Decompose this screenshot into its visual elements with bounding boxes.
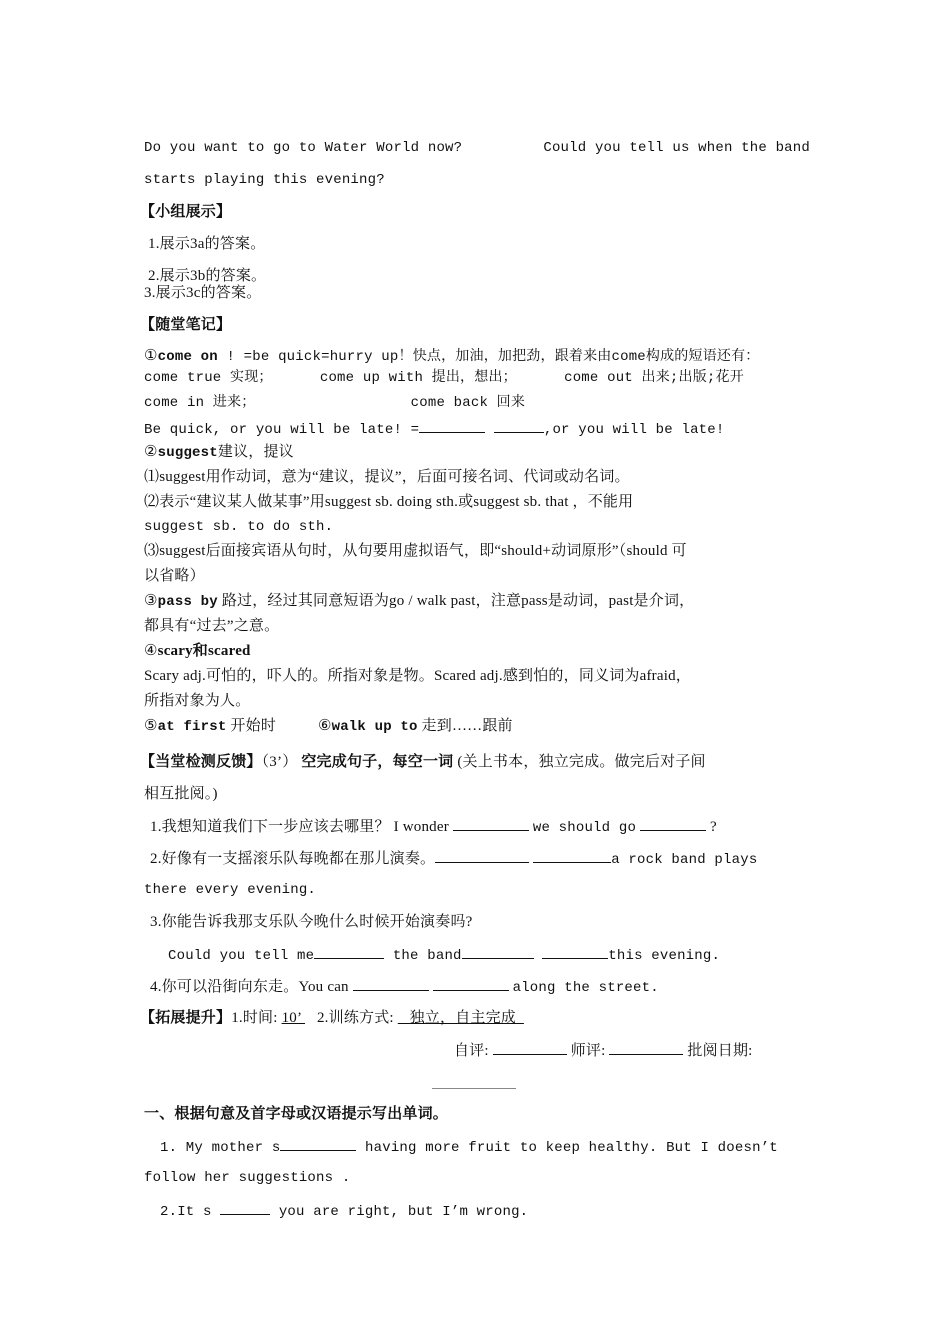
intro-question-2: Could you tell us when the band — [543, 140, 810, 156]
check-q3-cn: 3.你能告诉我那支乐队今晚什么时候开始演奏吗? — [150, 914, 473, 930]
self-eval-label: 自评: — [454, 1043, 489, 1059]
extend-method-label: 2.训练方式: — [316, 1010, 394, 1026]
check-q1-end: ? — [709, 819, 717, 835]
come-true: come true 实现； — [144, 370, 273, 386]
note-2-text: 建议，提议 — [217, 444, 294, 460]
check-q3-text: Could you tell me — [168, 948, 315, 964]
intro-question-2-cont: starts playing this evening? — [144, 172, 385, 188]
note-2-term: suggest — [157, 445, 218, 461]
exercise-1-text: 1. My mother s — [160, 1140, 281, 1156]
check-time: （3’） — [261, 754, 298, 770]
suggest-rule-3a: ⑶suggest后面接宾语从句时，从句要用虚拟语气，即“should+动词原形”（should 可 — [144, 543, 687, 559]
note-3-marker: ③ — [144, 593, 158, 609]
note-2-marker: ② — [144, 444, 158, 460]
blank[interactable] — [494, 418, 544, 433]
check-q3-en — [168, 944, 834, 966]
notes-heading: 【随堂笔记】 — [140, 317, 232, 333]
come-up-with: come up with 提出，想出； — [319, 370, 517, 386]
evaluation-line — [454, 1040, 804, 1061]
exercise-1-text-2: having more fruit to keep healthy. But I doesn’t — [365, 1140, 778, 1156]
blank[interactable] — [220, 1200, 270, 1215]
note-3 — [144, 591, 810, 612]
check-q4 — [150, 976, 816, 998]
note-6-marker: ⑥ — [317, 718, 332, 734]
be-quick-text: Be quick, or you will be late! = — [144, 422, 420, 438]
note-5-6 — [144, 716, 810, 737]
section-divider — [432, 1088, 516, 1089]
note-3-text-2: 都具有“过去”之意。 — [144, 618, 280, 634]
check-q1-text-2: we should go — [532, 820, 637, 836]
note-4-term: scary和scared — [157, 643, 251, 659]
note-5-term: at first — [157, 719, 227, 735]
extend-time-label: 1.时间: — [231, 1010, 278, 1026]
blank[interactable] — [280, 1136, 356, 1151]
check-q1-text: 1.我想知道我们下一步应该去哪里？ I wonder — [150, 819, 449, 835]
extend-method-value: 独立，自主完成 — [397, 1010, 524, 1026]
extend-heading: 【拓展提升】 — [140, 1010, 232, 1026]
blank[interactable] — [419, 418, 485, 433]
blank[interactable] — [314, 944, 384, 959]
come-out: come out 出来;出版;花开 — [564, 370, 744, 386]
check-q2 — [150, 848, 816, 870]
group-show-item-2: 2.展示3b的答案。 — [148, 268, 267, 284]
blank[interactable] — [433, 976, 509, 991]
note-1-text: ! =be quick=hurry up！快点，加油，加把劲，跟着来由come构成的短语还有： — [217, 349, 760, 365]
note-1 — [144, 346, 810, 367]
note-4-marker: ④ — [144, 643, 158, 659]
check-note-2: 相互批阅。) — [144, 786, 218, 802]
exercise-2-text-2: you are right, but I’m wrong. — [278, 1204, 529, 1220]
extend-time-value: 10’ — [281, 1010, 306, 1026]
note-6-term: walk up to — [331, 719, 418, 735]
teacher-eval-blank[interactable] — [609, 1040, 683, 1055]
check-q3-text-3: this evening. — [608, 948, 721, 964]
note-5-text: 开始时 — [226, 718, 277, 734]
note-5-marker: ⑤ — [144, 718, 158, 734]
blank[interactable] — [542, 944, 608, 959]
suggest-rule-1: ⑴suggest用作动词，意为“建议，提议”，后面可接名词、代词或动名词。 — [144, 469, 630, 485]
group-show-heading: 【小组展示】 — [140, 204, 232, 220]
check-q2-cont: there every evening. — [144, 882, 317, 898]
check-q1 — [150, 816, 816, 838]
check-q2-text-2: a rock band plays — [611, 852, 758, 868]
exercise-2-text: 2.It s — [160, 1204, 212, 1220]
note-3-term: pass by — [157, 594, 218, 610]
check-q4-text: 4.你可以沿街向东走。You can — [150, 979, 349, 995]
exercise-1 — [160, 1136, 826, 1158]
check-q2-text: 2.好像有一支摇滚乐队每晚都在那儿演奏。 — [150, 851, 436, 867]
come-back: come back 回来 — [410, 395, 526, 411]
teacher-eval-label: 师评: — [570, 1043, 606, 1059]
check-heading-line — [140, 752, 806, 772]
intro-line — [144, 138, 810, 158]
group-show-item-3: 3.展示3c的答案。 — [144, 285, 262, 301]
blank[interactable] — [640, 816, 706, 831]
exercise-1-cont: follow her suggestions . — [144, 1170, 351, 1186]
blank[interactable] — [462, 944, 534, 959]
review-date-label: 批阅日期: — [687, 1043, 753, 1059]
group-show-item-1: 1.展示3a的答案。 — [148, 236, 266, 252]
exercise-heading: 一、根据句意及首字母或汉语提示写出单词。 — [144, 1106, 449, 1122]
note-1-term: come on — [157, 349, 218, 365]
check-note: (关上书本，独立完成。做完后对子间 — [457, 754, 706, 770]
blank[interactable] — [533, 848, 611, 863]
self-eval-blank[interactable] — [493, 1040, 567, 1055]
note-2 — [144, 442, 810, 463]
note-4-text-2: 所指对象为人。 — [144, 693, 251, 709]
blank[interactable] — [453, 816, 529, 831]
blank[interactable] — [353, 976, 429, 991]
suggest-rule-2b: suggest sb. to do sth. — [144, 519, 334, 535]
be-quick-line — [144, 418, 810, 440]
note-1-marker: ① — [144, 348, 158, 364]
extend-line — [140, 1008, 806, 1028]
check-q3-text-2: the band — [384, 948, 462, 964]
note-4 — [144, 641, 810, 661]
suggest-rule-2a: ⑵表示“建议某人做某事”用suggest sb. doing sth.或suggest sb. that ，不能用 — [144, 494, 634, 510]
exercise-2 — [160, 1200, 826, 1222]
come-phrases-1 — [144, 368, 810, 388]
check-q4-text-2: along the street. — [512, 980, 659, 996]
check-instruction: 空完成句子，每空一词 — [301, 754, 454, 770]
blank[interactable] — [435, 848, 529, 863]
come-in: come in 进来； — [144, 395, 256, 411]
be-quick-text-2: ,or you will be late! — [543, 422, 725, 438]
note-4-text: Scary adj.可怕的，吓人的。所指对象是物。Scared adj.感到怕的，同义词为afraid， — [144, 668, 691, 684]
come-phrases-2 — [144, 393, 810, 413]
note-6-text: 走到……跟前 — [417, 718, 513, 734]
note-3-text: 路过，经过其同意短语为go / walk past，注意pass是动词，past是介词， — [217, 593, 695, 609]
check-heading: 【当堂检测反馈】 — [140, 754, 262, 770]
intro-question-1: Do you want to go to Water World now? — [144, 140, 463, 156]
suggest-rule-3b: 以省略） — [144, 568, 205, 584]
